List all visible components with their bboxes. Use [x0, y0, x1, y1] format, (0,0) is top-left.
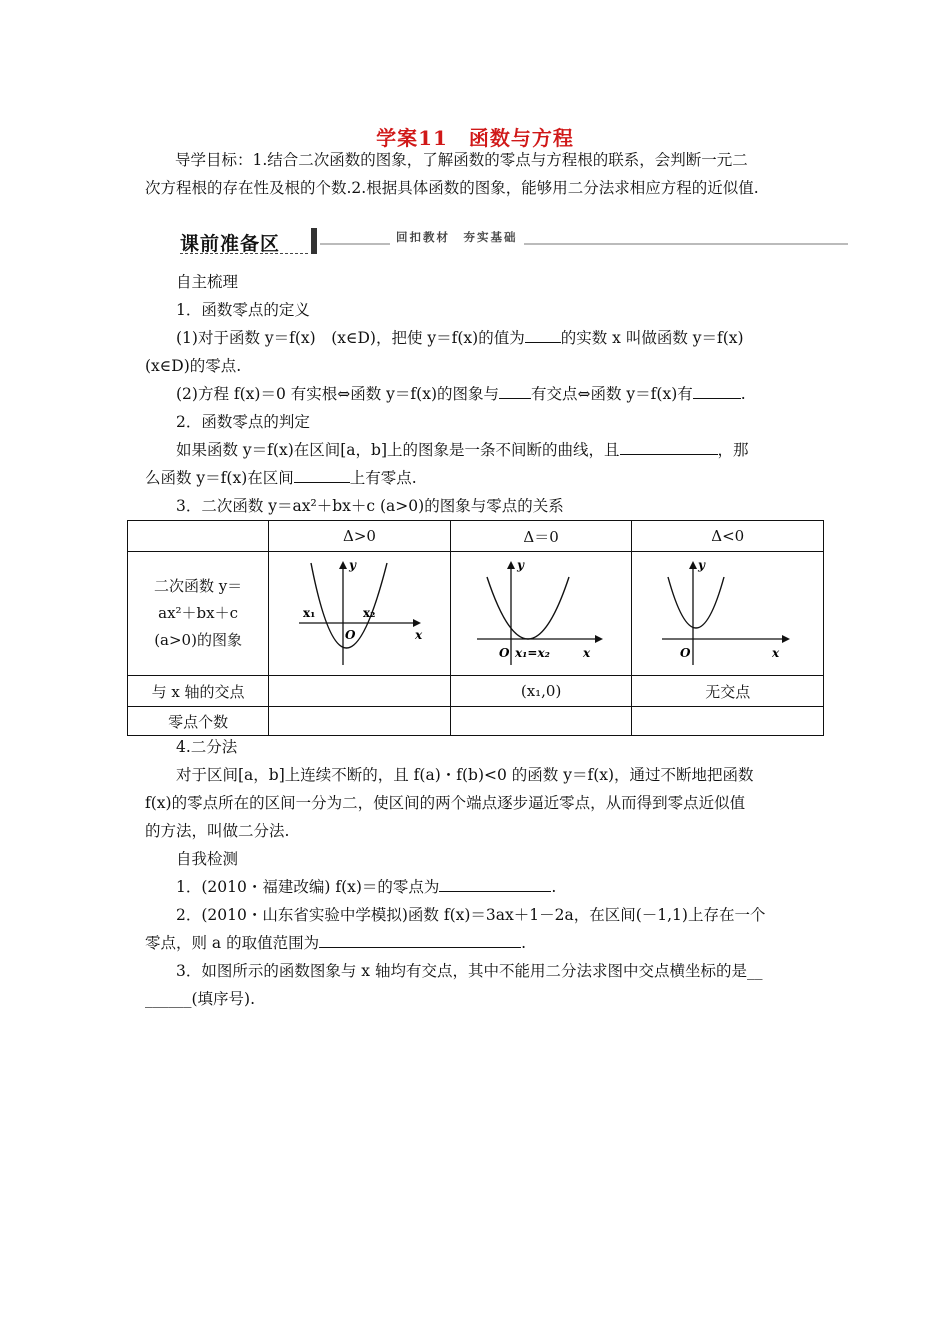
s4-para-line3: 的方法，叫做二分法. [145, 822, 290, 840]
s1-p2-text-a: (2)方程 f(x)＝0 有实根⇔函数 y＝f(x)的图象与 [176, 385, 499, 403]
page-title: 学案11 函数与方程 [376, 126, 574, 150]
q2-text: 零点，则 a 的取值范围为 [145, 934, 320, 952]
x1-label: x₁ [303, 605, 316, 620]
blank-4[interactable] [620, 440, 718, 455]
graph-cell-double-root [450, 552, 632, 676]
table-cell[interactable] [450, 707, 632, 736]
parabola-double-root-graph [471, 553, 611, 671]
s4-title: 4.二分法 [176, 738, 238, 756]
banner-dashed-underline [180, 253, 308, 254]
table-row-intersections [128, 676, 824, 707]
origin-label: O [345, 627, 356, 642]
table-cell: 无交点 [632, 676, 824, 707]
goals-line-2: 次方程根的存在性及根的个数.2.根据具体函数的图象，能够用二分法求相应方程的近似值. [145, 179, 759, 197]
s2-p2-text-b: 上有零点. [349, 469, 417, 487]
s1-para2 [176, 382, 746, 404]
table-cell[interactable] [632, 707, 824, 736]
s2-p1-text-a: 如果函数 y＝f(x)在区间[a，b]上的图象是一条不间断的曲线，且 [176, 441, 620, 459]
s2-para1 [176, 438, 749, 460]
y-axis-arrow-icon [689, 561, 697, 569]
graph-label-line: 二次函数 y＝ [153, 577, 243, 595]
x-axis-arrow-icon [782, 635, 790, 643]
s2-p2-text-a: 么函数 y＝f(x)在区间 [145, 469, 294, 487]
s4-para-line2: f(x)的零点所在的区间一分为二，使区间的两个端点逐步逼近零点，从而得到零点近似值 [145, 794, 746, 812]
goals-label: 导学目标： [175, 151, 253, 169]
table-header-cell [128, 521, 269, 552]
table-header-row [128, 521, 824, 552]
table-cell[interactable] [269, 707, 451, 736]
table-cell: 零点个数 [128, 707, 269, 736]
x-axis-arrow-icon [595, 635, 603, 643]
s4-para-line1: 对于区间[a，b]上连续不断的，且 f(a)・f(b)<0 的函数 y＝f(x)，通过不断地把函数 [176, 766, 754, 784]
parabola-curve [668, 577, 724, 628]
section-banner-subtitle: 回扣教材 夯实基础 [390, 229, 524, 245]
question-2-line1: 2．(2010・山东省实验中学模拟)函数 f(x)＝3ax＋1－2a，在区间(－1,1)上存在一个 [176, 906, 766, 924]
y-label: y [349, 557, 357, 572]
y-axis-arrow-icon [339, 561, 347, 569]
s1-para1-cont: (x∈D)的零点. [145, 357, 242, 375]
y-axis-arrow-icon [507, 561, 515, 569]
table-cell: (x₁,0) [450, 676, 632, 707]
graph-cell-no-roots [632, 552, 824, 676]
graph-label-line: ax²＋bx＋c [158, 604, 239, 622]
s3-title: 3．二次函数 y＝ax²＋bx＋c (a>0)的图象与零点的关系 [176, 497, 564, 515]
s2-para2 [145, 466, 417, 488]
x-label: x [771, 645, 779, 660]
section-banner-title: 课前准备区 [180, 233, 281, 255]
table-header-cell: Δ>0 [269, 521, 451, 552]
parabola-two-roots-graph [289, 553, 429, 671]
question-3-line1: 3．如图所示的函数图象与 x 轴均有交点，其中不能用二分法求图中交点横坐标的是__ [176, 962, 763, 980]
s1-para1 [176, 326, 744, 348]
x-label: x [415, 627, 423, 642]
x1-x2-label: x₁=x₂ [515, 645, 550, 660]
parabola-no-roots-graph [658, 553, 798, 671]
blank-1[interactable] [525, 328, 561, 343]
learning-goals [145, 146, 810, 202]
self-check-title: 自我检测 [176, 850, 239, 868]
graph-cell-two-roots [269, 552, 451, 676]
table-graph-row [128, 552, 824, 676]
origin-label: O [499, 645, 510, 660]
subheading-zizhu: 自主梳理 [176, 273, 239, 291]
table-cell: 与 x 轴的交点 [128, 676, 269, 707]
q2-text-end: . [521, 934, 527, 952]
q1-answer-blank[interactable] [439, 877, 551, 892]
table-cell[interactable] [269, 676, 451, 707]
question-1 [176, 875, 556, 897]
x-axis-arrow-icon [413, 619, 421, 627]
graph-row-label [128, 552, 269, 676]
table-header-cell: Δ＝0 [450, 521, 632, 552]
quadratic-zero-table [127, 520, 824, 736]
x-label: x [583, 645, 591, 660]
question-3-line2: ______(填序号). [145, 990, 256, 1008]
y-label: y [517, 557, 525, 572]
blank-3[interactable] [693, 384, 741, 399]
banner-bar [311, 228, 317, 254]
q1-text: 1．(2010・福建改编) f(x)＝的零点为 [176, 878, 440, 896]
question-2-line2 [145, 931, 526, 953]
s2-title: 2．函数零点的判定 [176, 413, 310, 431]
s2-p1-text-b: ，那 [717, 441, 749, 459]
s1-p1-text-b: 的实数 x 叫做函数 y＝f(x) [560, 329, 744, 347]
table-row-zero-count [128, 707, 824, 736]
graph-label-line: (a>0)的图象 [154, 631, 242, 649]
s1-title: 1．函数零点的定义 [176, 301, 310, 319]
q1-text-end: . [551, 878, 557, 896]
table-header-cell: Δ<0 [632, 521, 824, 552]
goals-line-1: 1.结合二次函数的图象，了解函数的零点与方程根的联系，会判断一元二 [252, 151, 748, 169]
s1-p2-text-b: 有交点⇔函数 y＝f(x)有 [531, 385, 693, 403]
s1-p2-text-c: . [740, 385, 746, 403]
origin-label: O [679, 645, 691, 660]
s1-p1-text-a: (1)对于函数 y＝f(x) (x∈D)，把使 y＝f(x)的值为 [176, 329, 525, 347]
blank-2[interactable] [499, 384, 531, 399]
parabola-curve [487, 577, 569, 639]
y-label: y [697, 557, 705, 572]
q2-answer-blank[interactable] [319, 933, 521, 948]
blank-5[interactable] [294, 468, 350, 483]
x2-label: x₂ [363, 605, 376, 620]
